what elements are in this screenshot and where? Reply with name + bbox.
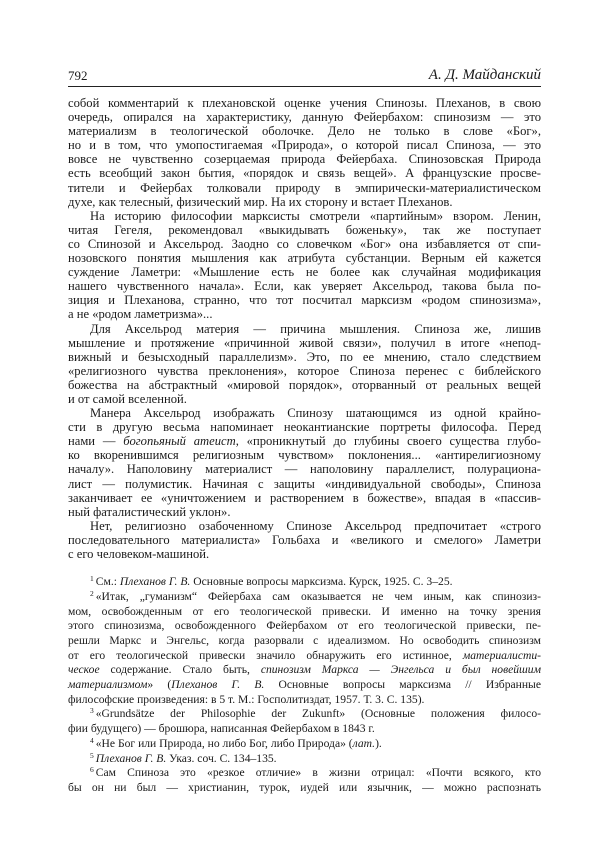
text-run: есть всеобщий закон бытия, «порядок и связь вещей». А французские просве- bbox=[68, 166, 541, 181]
text-run: этого спинозизма, освобожденного Фейербахом от его теологической привески, пе- bbox=[68, 619, 541, 633]
text-line bbox=[68, 293, 541, 307]
text-line bbox=[68, 434, 541, 448]
running-head-author: А. Д. Майданский bbox=[428, 67, 541, 83]
text-run: «Grundsätze der Philosophie der Zukunft» (Основные положения филосо- bbox=[95, 707, 541, 721]
footnote-line bbox=[68, 737, 541, 752]
text-run: Основные вопросы марксизма // Избранные bbox=[264, 678, 541, 692]
text-run: собой комментарий к плехановской оценке учения Спинозы. Плеханов, в свою bbox=[68, 96, 541, 110]
footnote-3 bbox=[68, 707, 541, 736]
text-run: , «проникнутый до глубины своего существа глубо- bbox=[235, 434, 541, 449]
text-line bbox=[68, 448, 541, 462]
text-line bbox=[68, 237, 541, 251]
text-line bbox=[68, 265, 541, 279]
text-run: ко вкоренившимся религиозным чувством» поклонения... «антирелигиозному bbox=[68, 448, 541, 463]
text-run: а не «родом ламетризма»... bbox=[68, 307, 213, 322]
text-run: ный фаталистический уклон». bbox=[68, 504, 231, 519]
footnote-number: 5 bbox=[90, 750, 94, 760]
text-run: «религиозного чувства преклонения», которое Спиноза перенес с библейского bbox=[68, 363, 541, 378]
text-run: суждение Ламетри: «Мышление есть не более как случайная модификация bbox=[68, 265, 541, 280]
footnote-line bbox=[68, 575, 541, 590]
footnote-1 bbox=[68, 575, 541, 590]
text-line bbox=[68, 124, 541, 138]
text-line bbox=[68, 533, 541, 547]
text-line bbox=[68, 195, 541, 209]
italic-text: Плеханов Г. В. bbox=[119, 575, 191, 589]
text-line bbox=[68, 547, 541, 561]
italic-text: лат. bbox=[352, 736, 376, 750]
text-run: духе, как телесный, физический мир. На их сторону и встает Плеханов. bbox=[68, 194, 453, 209]
text-run: Основные вопросы марксизма. Курск, 1925. С. 3–25. bbox=[190, 575, 453, 589]
text-run: материализм в теологической оболочке. Дело не только в слове «Бог», bbox=[68, 124, 541, 139]
footnotes bbox=[68, 575, 541, 796]
text-run: тители и Фейербах толковали природу в эмпирически-материалистическом bbox=[68, 180, 541, 195]
text-line bbox=[68, 406, 541, 420]
footnote-line bbox=[68, 605, 541, 620]
paragraph bbox=[68, 519, 541, 561]
text-run: Для Аксельрод материя — причина мышления. Спиноза же, лишив bbox=[90, 321, 541, 336]
text-line bbox=[68, 96, 541, 110]
running-header bbox=[68, 64, 541, 87]
text-run: божества на абстрактный «мировой порядок», оторванный от реальных вещей bbox=[68, 377, 541, 392]
text-line bbox=[68, 307, 541, 321]
text-run: заканчивает ее «уничтожением и растворением в божестве», впадая в «пассив- bbox=[68, 490, 541, 505]
text-line bbox=[68, 491, 541, 505]
text-run: но и в том, что умопостигаемая «Природа», о которой писал Спиноза, — это bbox=[68, 138, 541, 153]
text-line bbox=[68, 166, 541, 180]
footnote-line bbox=[68, 663, 541, 678]
main-text bbox=[68, 96, 541, 561]
text-run: вижный и безысходный параллелизм». Это, по ее мнению, стало следствием bbox=[68, 349, 541, 364]
footnote-line bbox=[68, 693, 541, 708]
text-run: и от самой вселенной. bbox=[68, 391, 187, 406]
text-run: зиция и Плеханова, странно, что тот посчитал марксизм «родом спинозизма», bbox=[68, 293, 541, 308]
text-run: последовательного материалиста» Гольбаха и «великого и смелого» Ламетри bbox=[68, 532, 541, 547]
text-line bbox=[68, 364, 541, 378]
text-run: Нет, религиозно озабоченному Спинозе Аксельрод предпочитает «строго bbox=[90, 518, 541, 533]
text-run: решли Маркс и Энгельс, когда разорвали с идеализмом. Но освободить спинозизм bbox=[68, 633, 541, 647]
text-run: «Итак, „гуманизм“ Фейербаха сам оказывается не чем иным, как спинозиз- bbox=[95, 589, 541, 603]
footnote-6 bbox=[68, 766, 541, 795]
text-run: » ( bbox=[147, 678, 172, 692]
text-line bbox=[68, 138, 541, 152]
text-run: очередь, опирался на характеристику, данную Фейербахом: спинозизм — это bbox=[68, 110, 541, 125]
text-run: нами — bbox=[68, 434, 124, 449]
footnote-line bbox=[68, 590, 541, 605]
text-run: читая Гегеля, рекомендовал «выкидывать боженьку», так же поступает bbox=[68, 222, 541, 237]
footnote-line bbox=[68, 707, 541, 722]
footnote-2 bbox=[68, 590, 541, 708]
text-line bbox=[68, 322, 541, 336]
footnote-number: 3 bbox=[90, 706, 94, 716]
paragraph bbox=[68, 96, 541, 209]
text-run: содержание. Стало быть, bbox=[99, 663, 261, 677]
text-run: лист — полумистик. Начиная с защиты «индивидуальной свободы», Спиноза bbox=[68, 476, 541, 491]
text-run: мышление и протяжение «причинной живой связи», получил в итоге «непод- bbox=[68, 335, 541, 350]
text-line bbox=[68, 477, 541, 491]
text-line bbox=[68, 223, 541, 237]
text-run: сти в другую весьма напоминает неокантианские портреты философа. Перед bbox=[68, 420, 541, 435]
text-run: Указ. соч. С. 134–135. bbox=[166, 751, 277, 765]
footnote-4 bbox=[68, 737, 541, 752]
text-run: фии будущего) — брошюра, написанная Фейербахом в 1843 г. bbox=[68, 722, 375, 736]
text-run: Манера Аксельрод изображать Спинозу шатающимся из одной крайно- bbox=[90, 406, 541, 421]
italic-text: спинозизм Маркса — Энгельса и был новейшим bbox=[260, 663, 541, 677]
italic-text: материализмом bbox=[68, 678, 148, 692]
footnote-number: 4 bbox=[90, 735, 94, 745]
italic-text: Плеханов Г. В. bbox=[95, 751, 167, 765]
footnote-line bbox=[68, 678, 541, 693]
page-number: 792 bbox=[68, 68, 88, 83]
text-line bbox=[68, 209, 541, 223]
paragraph bbox=[68, 322, 541, 407]
italic-text: богопьяный атеист bbox=[123, 434, 236, 449]
text-line bbox=[68, 110, 541, 124]
text-line bbox=[68, 336, 541, 350]
footnote-line bbox=[68, 634, 541, 649]
text-run: На историю философии марксисты смотрели «партийным» взором. Ленин, bbox=[90, 208, 541, 223]
text-line bbox=[68, 251, 541, 265]
text-line bbox=[68, 152, 541, 166]
italic-text: материалисти- bbox=[462, 648, 541, 662]
text-line bbox=[68, 279, 541, 293]
footnote-line bbox=[68, 649, 541, 664]
footnote-5 bbox=[68, 752, 541, 767]
text-run: нашего чувственного начала». Если, как уверяет Аксельрод, такова была по- bbox=[68, 279, 541, 294]
text-line bbox=[68, 378, 541, 392]
text-line bbox=[68, 505, 541, 519]
paragraph bbox=[68, 406, 541, 519]
footnote-line bbox=[68, 722, 541, 737]
text-line bbox=[68, 519, 541, 533]
text-line bbox=[68, 462, 541, 476]
footnote-line bbox=[68, 781, 541, 796]
footnote-line bbox=[68, 619, 541, 634]
text-run: «Не Бог или Природа, но либо Бог, либо Природа» ( bbox=[95, 736, 353, 750]
footnote-line bbox=[68, 752, 541, 767]
text-run: со Спинозой и Аксельрод. Заодно со словечком «Бог» она избавляется от спи- bbox=[68, 236, 541, 251]
text-run: от его теологической привески значило обнаружить его истинное, bbox=[68, 648, 463, 662]
text-run: с его человеком-машиной. bbox=[68, 547, 210, 561]
text-run: См.: bbox=[95, 575, 120, 589]
footnote-number: 6 bbox=[90, 765, 94, 775]
text-line bbox=[68, 181, 541, 195]
text-run: вовсе не чувственно созерцаемая природа Фейербаха. Спинозовская Природа bbox=[68, 152, 541, 167]
text-run: Сам Спиноза это «резкое отличие» в жизни отрицал: «Почти всякого, кто bbox=[95, 766, 541, 780]
page-content bbox=[68, 96, 541, 796]
text-run: бы он ни был — христианин, турок, иудей или язычник, — можно распознать bbox=[68, 780, 541, 794]
footnote-number: 2 bbox=[90, 588, 94, 598]
text-run: философские произведения: в 5 т. М.: Госполитиздат, 1957. Т. 3. С. 135). bbox=[68, 692, 425, 706]
text-line bbox=[68, 350, 541, 364]
footnote-number: 1 bbox=[90, 574, 94, 584]
text-line bbox=[68, 392, 541, 406]
text-line bbox=[68, 420, 541, 434]
paragraph bbox=[68, 209, 541, 322]
text-run: ). bbox=[375, 736, 382, 750]
text-run: нозовского понятия мышления как атрибута субстанции. Верным ей кажется bbox=[68, 251, 541, 266]
text-run: началу». Наполовину материалист — наполовину параллелист, полурациона- bbox=[68, 462, 541, 477]
footnote-line bbox=[68, 766, 541, 781]
text-run: мом, освобожденным от его теологической привески. И именно на точку зрения bbox=[68, 604, 541, 618]
italic-text: Плеханов Г. В. bbox=[171, 678, 265, 692]
italic-text: ческое bbox=[68, 663, 100, 677]
